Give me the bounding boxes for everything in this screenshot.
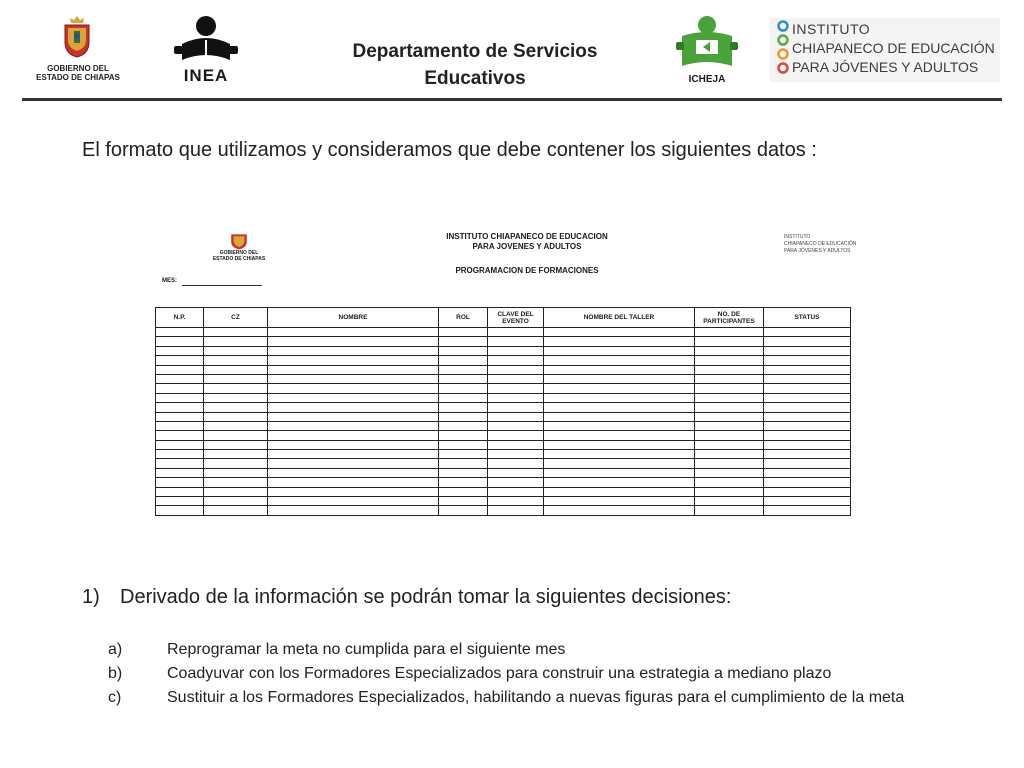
table-cell — [204, 468, 268, 477]
table-cell — [156, 374, 204, 383]
column-header: NOMBRE DEL TALLER — [544, 308, 695, 328]
form-instituto-line: CHIAPANECO DE EDUCACIÓN — [784, 241, 857, 247]
table-cell — [204, 506, 268, 515]
table-cell — [439, 365, 488, 374]
table-cell — [764, 440, 851, 449]
chiapas-government-logo — [28, 14, 128, 86]
form-instituto-line: PARA JÓVENES Y ADULTOS — [784, 248, 851, 254]
inea-logo — [168, 14, 244, 88]
table-cell — [544, 374, 695, 383]
table-cell — [695, 346, 764, 355]
table-cell — [439, 421, 488, 430]
table-cell — [439, 450, 488, 459]
table-cell — [439, 506, 488, 515]
page-title — [300, 38, 650, 92]
table-cell — [544, 431, 695, 440]
table-row — [156, 356, 851, 365]
table-cell — [764, 328, 851, 337]
table-cell — [544, 356, 695, 365]
table-cell — [544, 421, 695, 430]
table-cell — [268, 478, 439, 487]
table-cell — [204, 412, 268, 421]
table-cell — [439, 487, 488, 496]
chiapas-logo-line: GOBIERNO DEL — [47, 64, 109, 73]
form-chiapas-line: ESTADO DE CHIAPAS — [212, 256, 266, 262]
table-cell — [268, 468, 439, 477]
decisions-number: 1) — [82, 586, 100, 608]
table-cell — [544, 384, 695, 393]
form-title-line: INSTITUTO CHIAPANECO DE EDUCACION — [446, 232, 608, 241]
table-cell — [695, 356, 764, 365]
table-cell — [204, 431, 268, 440]
table-cell — [439, 468, 488, 477]
table-cell — [488, 506, 544, 515]
table-row — [156, 487, 851, 496]
table-cell — [695, 459, 764, 468]
table-cell — [268, 346, 439, 355]
table-cell — [204, 346, 268, 355]
table-cell — [764, 403, 851, 412]
table-cell — [488, 403, 544, 412]
table-cell — [488, 337, 544, 346]
table-cell — [439, 459, 488, 468]
table-cell — [544, 346, 695, 355]
table-cell — [268, 450, 439, 459]
table-row — [156, 431, 851, 440]
table-cell — [156, 421, 204, 430]
column-header: CLAVE DEL EVENTO — [488, 308, 544, 328]
intro-text: El formato que utilizamos y consideramos que debe contener los siguientes datos : — [82, 139, 817, 161]
table-row — [156, 412, 851, 421]
table-cell — [156, 440, 204, 449]
table-row — [156, 384, 851, 393]
form-chiapas-text — [204, 250, 274, 262]
table-cell — [764, 468, 851, 477]
table-row — [156, 403, 851, 412]
table-cell — [544, 365, 695, 374]
table-cell — [695, 412, 764, 421]
column-header: CZ — [204, 308, 268, 328]
table-cell — [268, 431, 439, 440]
chiapas-shield-icon — [230, 232, 248, 250]
table-cell — [764, 450, 851, 459]
table-cell — [764, 487, 851, 496]
table-cell — [156, 365, 204, 374]
list-item — [108, 686, 928, 710]
table-cell — [156, 384, 204, 393]
table-cell — [439, 431, 488, 440]
page-title-line: Departamento de Servicios — [352, 41, 598, 62]
table-cell — [764, 506, 851, 515]
form-subtitle: PROGRAMACION DE FORMACIONES — [455, 266, 599, 275]
table-row — [156, 393, 851, 402]
table-row — [156, 450, 851, 459]
table-cell — [204, 421, 268, 430]
table-cell — [544, 337, 695, 346]
table-cell — [695, 487, 764, 496]
table-cell — [268, 374, 439, 383]
decisions-heading — [82, 586, 731, 609]
table-cell — [488, 412, 544, 421]
table-cell — [268, 412, 439, 421]
table-cell — [156, 346, 204, 355]
table-cell — [764, 346, 851, 355]
form-title — [372, 232, 682, 252]
table-cell — [764, 337, 851, 346]
table-cell — [156, 506, 204, 515]
mes-underline — [182, 285, 262, 286]
table-cell — [488, 468, 544, 477]
inea-reader-icon — [168, 14, 244, 68]
form-title-line: PARA JOVENES Y ADULTOS — [472, 242, 582, 251]
formations-table — [155, 307, 851, 516]
table-cell — [488, 431, 544, 440]
table-row — [156, 374, 851, 383]
list-item-letter: c) — [108, 689, 122, 706]
table-cell — [204, 328, 268, 337]
table-cell — [544, 450, 695, 459]
table-cell — [544, 487, 695, 496]
list-item — [108, 638, 928, 662]
table-cell — [268, 384, 439, 393]
table-cell — [764, 459, 851, 468]
table-cell — [439, 328, 488, 337]
table-cell — [439, 412, 488, 421]
table-cell — [488, 487, 544, 496]
table-cell — [204, 384, 268, 393]
table-header-row — [156, 308, 851, 328]
table-cell — [488, 356, 544, 365]
table-row — [156, 440, 851, 449]
table-cell — [488, 459, 544, 468]
table-cell — [156, 393, 204, 402]
table-cell — [544, 328, 695, 337]
inea-logo-text: INEA — [183, 66, 229, 85]
table-row — [156, 497, 851, 506]
table-cell — [268, 459, 439, 468]
table-cell — [268, 403, 439, 412]
table-cell — [488, 346, 544, 355]
table-cell — [204, 337, 268, 346]
table-cell — [268, 356, 439, 365]
table-cell — [156, 487, 204, 496]
instituto-rings-icon — [776, 20, 790, 78]
table-body — [156, 328, 851, 516]
table-cell — [268, 328, 439, 337]
table-cell — [439, 497, 488, 506]
table-row — [156, 328, 851, 337]
table-cell — [439, 403, 488, 412]
table-cell — [544, 393, 695, 402]
chiapas-logo-line: ESTADO DE CHIAPAS — [36, 73, 120, 82]
table-cell — [488, 497, 544, 506]
table-cell — [204, 459, 268, 468]
table-cell — [764, 365, 851, 374]
table-row — [156, 337, 851, 346]
table-cell — [544, 412, 695, 421]
table-cell — [544, 497, 695, 506]
table-cell — [204, 487, 268, 496]
page-title-line: Educativos — [424, 68, 526, 89]
table-cell — [156, 450, 204, 459]
table-cell — [695, 393, 764, 402]
table-row — [156, 506, 851, 515]
table-cell — [488, 384, 544, 393]
table-cell — [268, 421, 439, 430]
table-cell — [156, 459, 204, 468]
table-cell — [204, 403, 268, 412]
table-cell — [439, 440, 488, 449]
table-cell — [544, 403, 695, 412]
table-cell — [268, 393, 439, 402]
mes-label: MES: — [162, 278, 177, 284]
table-cell — [156, 328, 204, 337]
table-cell — [204, 478, 268, 487]
table-cell — [488, 365, 544, 374]
instituto-logo — [770, 18, 1000, 82]
table-row — [156, 365, 851, 374]
table-cell — [439, 478, 488, 487]
table-cell — [695, 365, 764, 374]
table-cell — [488, 421, 544, 430]
table-cell — [204, 497, 268, 506]
instituto-logo-line: CHIAPANECO DE EDUCACIÓN — [792, 40, 995, 56]
table-cell — [764, 478, 851, 487]
table-cell — [204, 374, 268, 383]
table-cell — [268, 487, 439, 496]
table-row — [156, 478, 851, 487]
table-cell — [764, 393, 851, 402]
form-chiapas-line: GOBIERNO DEL — [219, 250, 259, 256]
table-cell — [488, 440, 544, 449]
table-cell — [695, 403, 764, 412]
table-cell — [268, 497, 439, 506]
table-cell — [695, 440, 764, 449]
table-cell — [488, 328, 544, 337]
list-item-text: Coadyuvar con los Formadores Especializados para construir una estrategia a mediano plazo — [167, 665, 832, 682]
table-row — [156, 346, 851, 355]
table-cell — [695, 337, 764, 346]
column-header: NOMBRE — [268, 308, 439, 328]
list-item-letter: a) — [108, 641, 123, 658]
form-instituto-logo — [784, 234, 856, 255]
decisions-list — [108, 638, 928, 710]
table-cell — [488, 450, 544, 459]
chiapas-shield-icon — [62, 14, 92, 58]
table-cell — [488, 374, 544, 383]
list-item-text: Sustituir a los Formadores Especializados, habilitando a nuevas figuras para el cumplimiento de la meta — [167, 689, 905, 706]
column-header: N.P. — [156, 308, 204, 328]
table-cell — [544, 440, 695, 449]
table-cell — [268, 506, 439, 515]
table-cell — [695, 328, 764, 337]
table-cell — [268, 440, 439, 449]
icheja-logo-text: ICHEJA — [688, 74, 726, 85]
table-cell — [488, 478, 544, 487]
table-cell — [156, 412, 204, 421]
table-cell — [204, 356, 268, 365]
table-cell — [156, 337, 204, 346]
table-row — [156, 459, 851, 468]
table-cell — [544, 506, 695, 515]
table-cell — [695, 450, 764, 459]
table-cell — [204, 393, 268, 402]
table-cell — [695, 506, 764, 515]
table-cell — [439, 356, 488, 365]
table-cell — [268, 337, 439, 346]
header-divider — [22, 98, 1002, 101]
table-cell — [439, 337, 488, 346]
table-cell — [764, 431, 851, 440]
table-cell — [268, 365, 439, 374]
table-cell — [764, 374, 851, 383]
table-cell — [544, 478, 695, 487]
icheja-reader-icon — [676, 14, 738, 72]
table-cell — [439, 384, 488, 393]
table-cell — [156, 478, 204, 487]
table-cell — [204, 440, 268, 449]
table-cell — [695, 374, 764, 383]
table-cell — [764, 421, 851, 430]
column-header: STATUS — [764, 308, 851, 328]
instituto-logo-line: INSTITUTO — [792, 21, 871, 37]
table-cell — [488, 393, 544, 402]
table-cell — [695, 497, 764, 506]
table-cell — [695, 384, 764, 393]
table-cell — [544, 468, 695, 477]
list-item-text: Reprogramar la meta no cumplida para el siguiente mes — [167, 641, 566, 658]
table-cell — [544, 459, 695, 468]
instituto-logo-line: PARA JÓVENES Y ADULTOS — [792, 59, 979, 75]
list-item-letter: b) — [108, 665, 123, 682]
table-cell — [695, 431, 764, 440]
table-cell — [156, 431, 204, 440]
icheja-logo — [676, 14, 738, 88]
table-cell — [439, 393, 488, 402]
table-cell — [156, 403, 204, 412]
formation-programming-form — [152, 220, 857, 515]
table-cell — [764, 497, 851, 506]
table-cell — [695, 478, 764, 487]
table-cell — [439, 346, 488, 355]
table-cell — [204, 365, 268, 374]
form-instituto-line: INSTITUTO — [784, 234, 811, 240]
table-cell — [156, 356, 204, 365]
table-cell — [764, 412, 851, 421]
table-cell — [764, 356, 851, 365]
table-row — [156, 468, 851, 477]
table-row — [156, 421, 851, 430]
column-header: ROL — [439, 308, 488, 328]
table-cell — [204, 450, 268, 459]
table-cell — [695, 421, 764, 430]
decisions-heading-text: Derivado de la información se podrán tomar la siguientes decisiones: — [120, 586, 732, 608]
table-cell — [695, 468, 764, 477]
table-cell — [439, 374, 488, 383]
table-cell — [156, 497, 204, 506]
table-cell — [156, 468, 204, 477]
table-cell — [764, 384, 851, 393]
column-header: NO. DE PARTICIPANTES — [695, 308, 764, 328]
list-item — [108, 662, 928, 686]
